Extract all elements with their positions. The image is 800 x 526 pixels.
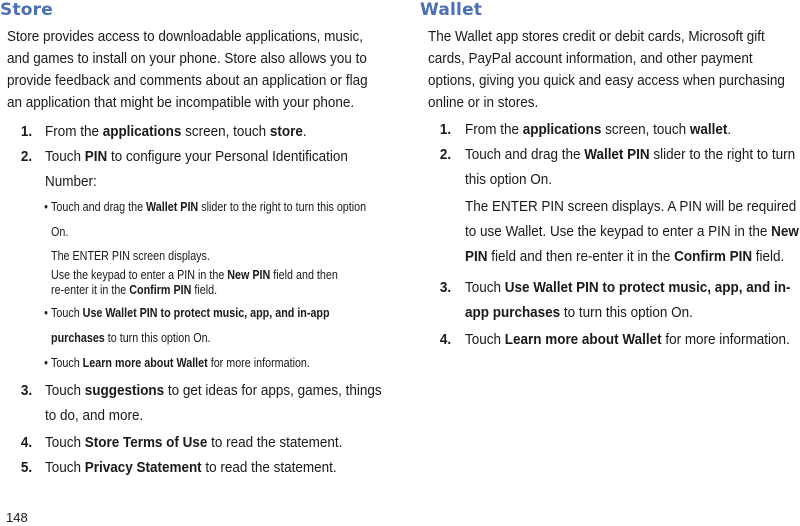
store-intro: Store provides access to downloadable applications, music, and games to install on your phone. Store also allows you to provide feedback and comments about an application or flag an application that might be incompatible with your phone. [7,29,368,111]
step-number: 2. [20,149,33,165]
step-text: for more information. [661,332,790,348]
step-number: 4. [439,332,452,348]
step-text: From the [465,122,523,138]
step-text: Touch [465,280,505,296]
step-text: . [727,122,732,138]
detail-keyword: New PIN [465,224,799,265]
store-section [0,0,385,481]
step-text: Touch [45,460,85,476]
step-text: screen, touch [181,124,270,140]
step-text: to turn this option On. [560,305,693,321]
bullet-text: Touch and drag the [51,200,147,214]
step-keyword: applications [102,124,182,140]
step-keyword: store [269,124,303,140]
step-keyword: Learn more about Wallet [504,332,662,348]
store-bullet-3 [44,351,378,376]
wallet-intro: The Wallet app stores credit or debit cards, Microsoft gift cards, PayPal account information, and other payment options, giving you quick and easy access when purchasing online or in stores. [428,29,785,111]
store-step-2 [20,145,389,195]
store-bullet-2 [44,301,378,351]
step-text: Touch [45,149,85,165]
bullet-text: Touch [51,306,83,320]
bullet-icon: • [44,306,48,320]
step-text: to get ideas for apps, games, things to do, and more. [45,383,382,424]
bullet-keyword: Use Wallet PIN to protect music, app, and in-app purchases [51,306,330,345]
store-step-4 [20,431,389,456]
wallet-heading: Wallet [420,0,483,20]
detail-text: The ENTER PIN screen displays. A PIN will be required to use Wallet. Use the keypad to enter a PIN in the [465,199,797,240]
wallet-step-2 [439,143,800,193]
step-keyword: Privacy Statement [84,460,202,476]
bullet-icon: • [44,200,48,214]
store-bullet-1-detail-1: The ENTER PIN screen displays. [51,249,210,263]
wallet-step-4 [439,328,800,353]
store-step-5 [20,456,389,481]
step-text: Touch and drag the [465,147,585,163]
step-number: 1. [439,122,452,138]
store-bullet-1-detail-3 [51,283,378,298]
wallet-step-1 [439,118,800,143]
detail-text: field and then re-enter it in the [487,249,675,265]
bullet-text: for more information. [207,356,310,370]
step-keyword: applications [522,122,602,138]
bullet-keyword: Wallet PIN [146,200,199,214]
step-number: 5. [20,460,33,476]
step-text: slider to the right to turn this option On. [465,147,796,188]
detail-text: re-enter it in the [51,283,130,297]
bullet-icon: • [44,356,48,370]
step-keyword: Wallet PIN [584,147,650,163]
step-keyword: Store Terms of Use [84,435,208,451]
wallet-section [420,0,800,353]
bullet-text: slider to the right to turn this option On. [51,200,367,239]
detail-text: field. [752,249,785,265]
step-number: 4. [20,435,33,451]
detail-text: field. [191,283,218,297]
detail-keyword: Confirm PIN [674,249,753,265]
store-heading: Store [0,0,53,20]
step-number: 3. [439,280,452,296]
step-text: screen, touch [601,122,690,138]
detail-text: Use the keypad to enter a PIN in the [51,268,228,282]
step-text: to read the statement. [201,460,337,476]
store-step-1 [20,120,389,145]
step-text: From the [45,124,103,140]
store-bullet-1-detail-2 [51,268,378,283]
step-text: Touch [465,332,505,348]
step-text: Touch [45,435,85,451]
step-text: . [302,124,307,140]
wallet-step-3 [439,276,800,326]
step-text: Touch [45,383,85,399]
bullet-keyword: Learn more about Wallet [82,356,208,370]
step-keyword: wallet [689,122,728,138]
step-number: 3. [20,383,33,399]
bullet-text: Touch [51,356,83,370]
store-bullet-1 [44,195,378,245]
step-text: to read the statement. [207,435,343,451]
step-number: 1. [20,124,33,140]
detail-keyword: New PIN [227,268,271,282]
bullet-text: to turn this option On. [104,331,211,345]
step-number: 2. [439,147,452,163]
store-step-3 [20,379,389,429]
wallet-step-2-detail [465,195,800,270]
detail-keyword: Confirm PIN [129,283,192,297]
step-text: to configure your Personal Identification Number: [45,149,348,190]
step-keyword: suggestions [84,383,165,399]
detail-text: field and then [270,268,338,282]
step-keyword: PIN [84,149,108,165]
step-keyword: Use Wallet PIN to protect music, app, and in-app purchases [465,280,791,321]
page-number: 148 [6,510,28,525]
